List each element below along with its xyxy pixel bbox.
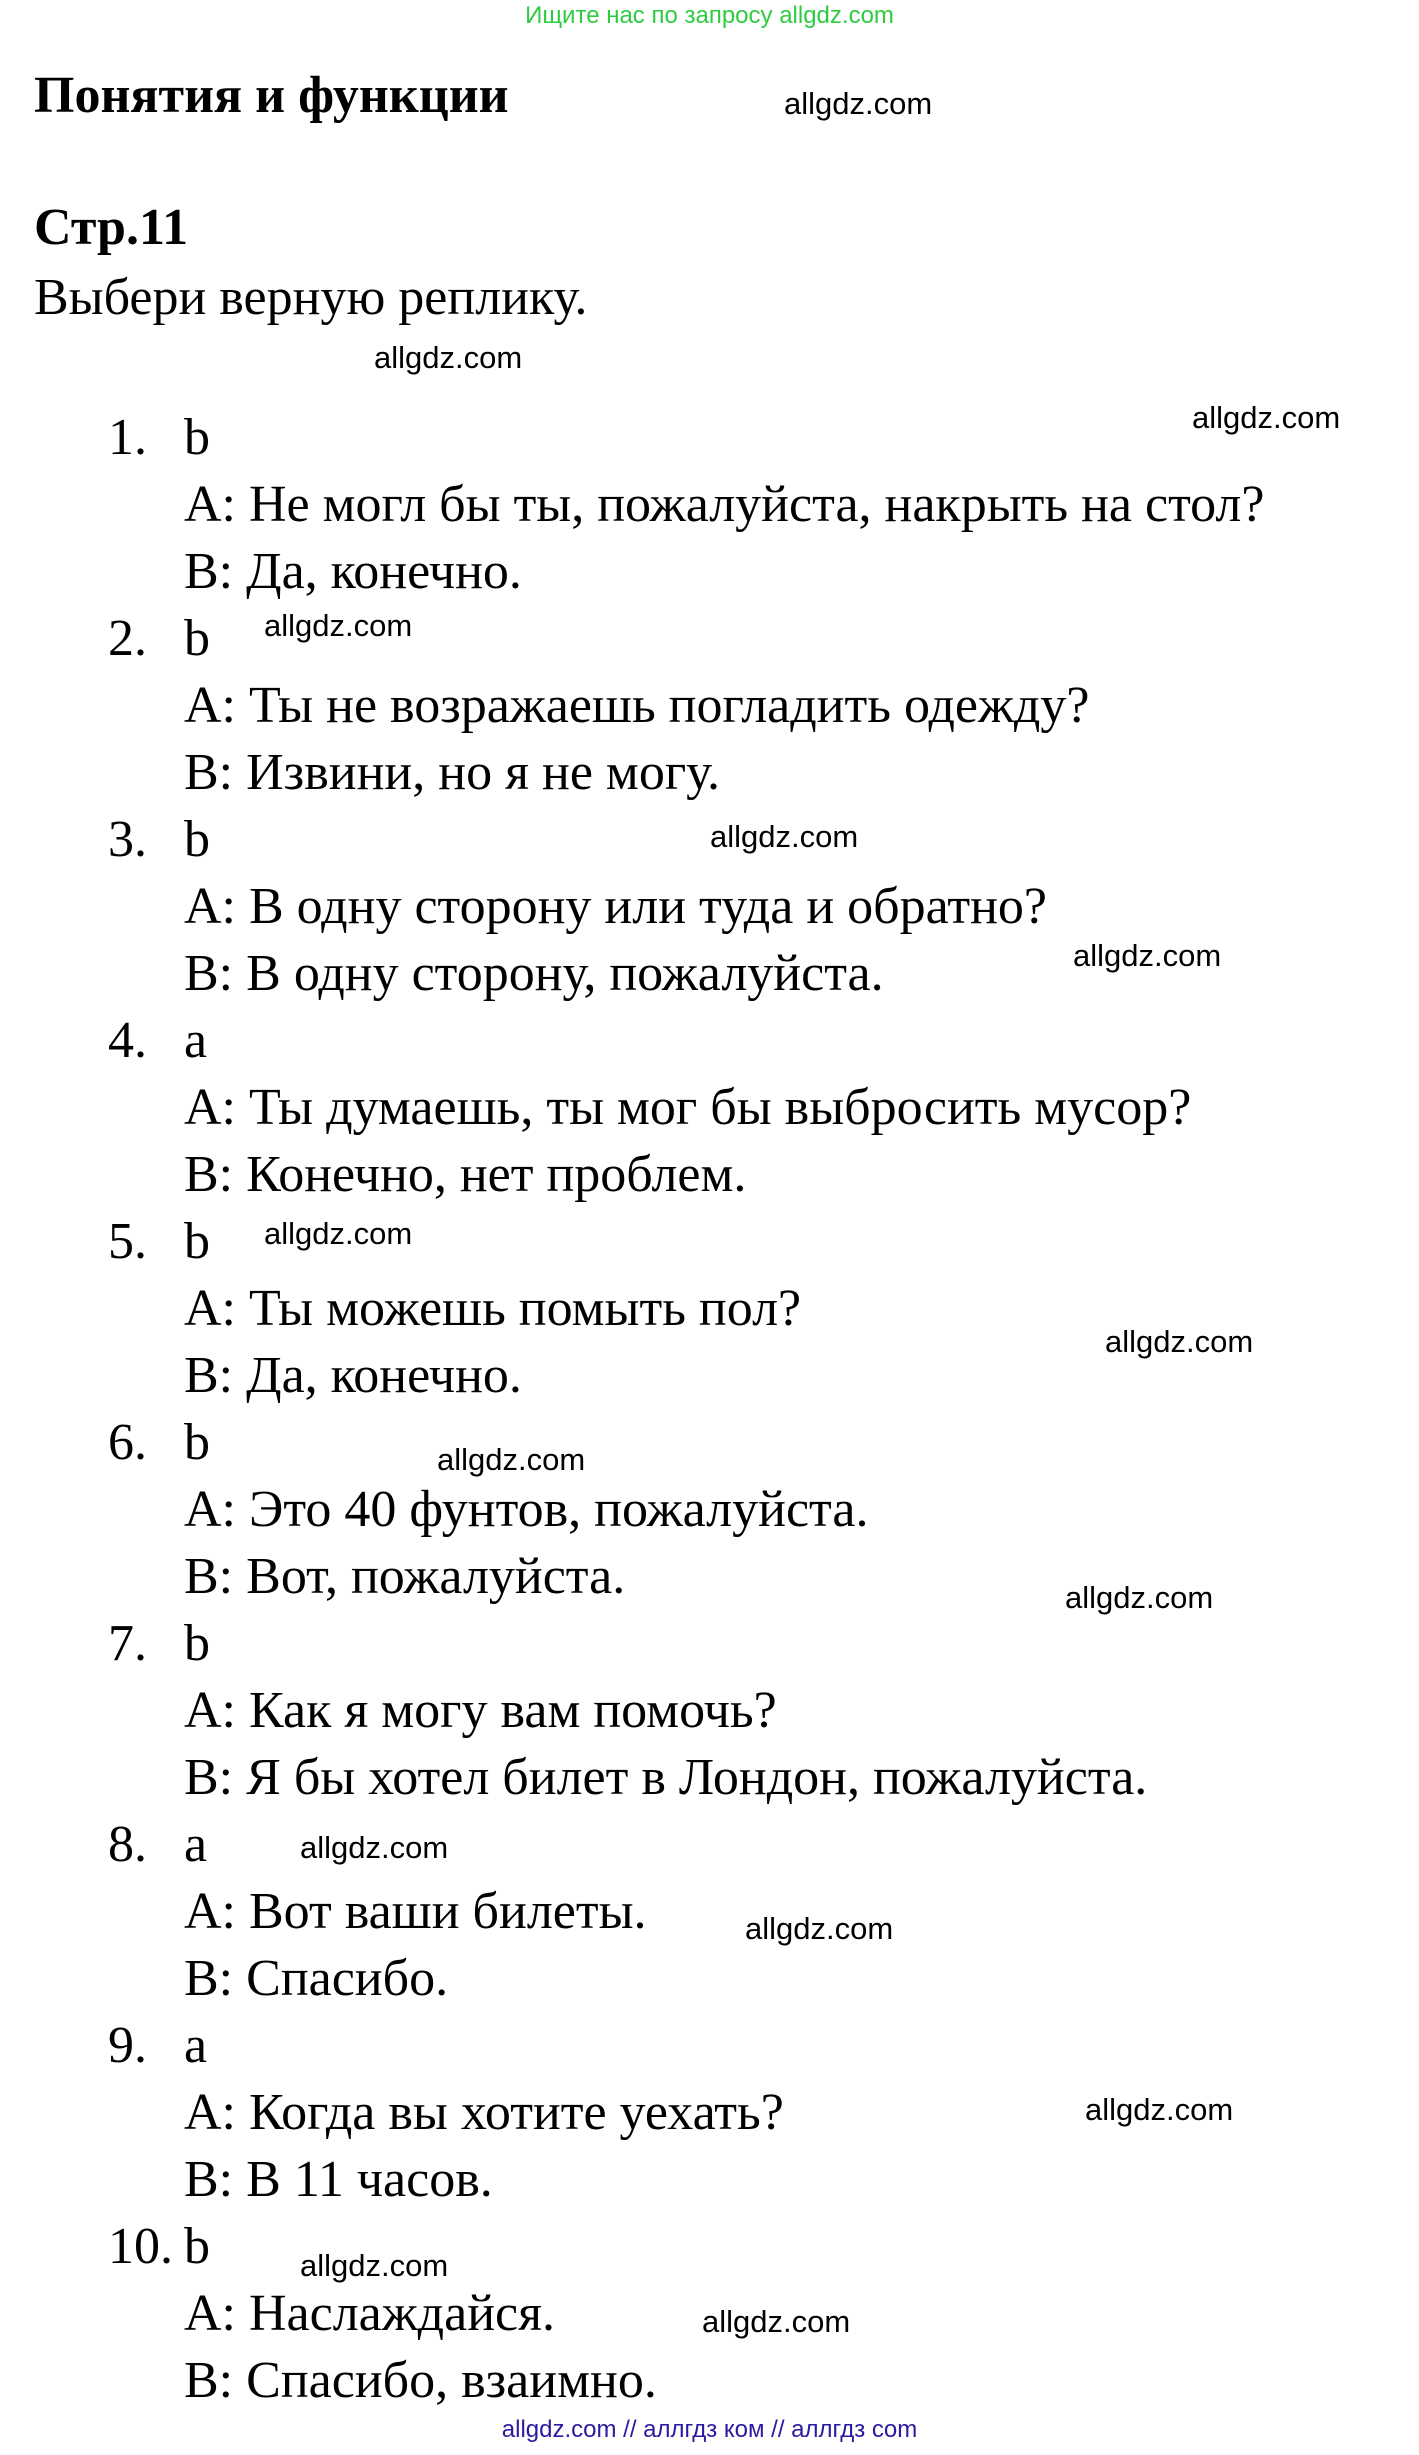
dialogue-line-b: B: Да, конечно. (184, 543, 522, 600)
answer-letter: a (184, 1012, 208, 1069)
answer-number: 3. (108, 811, 147, 868)
dialogue-line-b: B: Вот, пожалуйста. (184, 1548, 626, 1605)
dialogue-line-b: B: В 11 часов. (184, 2151, 493, 2208)
dialogue-line-a: A: Ты не возражаешь погладить одежду? (184, 677, 1090, 734)
answer-item (0, 1811, 1419, 2012)
answer-letter: b (184, 610, 210, 667)
answer-number: 4. (108, 1012, 147, 1069)
dialogue-line-b: B: Конечно, нет проблем. (184, 1146, 747, 1203)
answer-letter: b (184, 409, 210, 466)
watermark-text: allgdz.com (1065, 1580, 1214, 1615)
dialogue-line-a: A: В одну сторону или туда и обратно? (184, 878, 1047, 935)
watermark-text: allgdz.com (264, 608, 413, 643)
dialogue-line-b: B: Спасибо, взаимно. (184, 2352, 657, 2409)
watermark-text: allgdz.com (745, 1911, 894, 1946)
dialogue-line-a: A: Не могл бы ты, пожалуйста, накрыть на стол? (184, 476, 1265, 533)
watermark-text: allgdz.com (702, 2304, 851, 2339)
answer-number: 10. (108, 2218, 173, 2275)
top-banner-link[interactable]: Ищите нас по запросу allgdz.com (525, 2, 894, 29)
dialogue-line-a: A: Это 40 фунтов, пожалуйста. (184, 1481, 869, 1538)
answer-letter: b (184, 2218, 210, 2275)
watermark-text: allgdz.com (437, 1442, 586, 1477)
answer-letter: b (184, 1615, 210, 1672)
dialogue-line-a: A: Когда вы хотите уехать? (184, 2084, 784, 2141)
watermark-text: allgdz.com (1085, 2092, 1234, 2127)
watermark-text: allgdz.com (1105, 1324, 1254, 1359)
page-reference: Стр.11 (34, 199, 189, 256)
answer-letter: b (184, 1213, 210, 1270)
dialogue-line-a: A: Ты думаешь, ты мог бы выбросить мусор? (184, 1079, 1192, 1136)
answer-number: 8. (108, 1816, 147, 1873)
answer-letter: b (184, 1414, 210, 1471)
dialogue-line-a: A: Вот ваши билеты. (184, 1883, 647, 1940)
answer-letter: b (184, 811, 210, 868)
answer-letter: a (184, 1816, 208, 1873)
watermark-text: allgdz.com (710, 819, 859, 854)
exercise-instruction: Выбери верную реплику. (34, 269, 588, 326)
answer-letter: a (184, 2017, 208, 2074)
answer-number: 2. (108, 610, 147, 667)
dialogue-line-b: B: Извини, но я не могу. (184, 744, 720, 801)
watermark-text: allgdz.com (1073, 938, 1222, 973)
answer-number: 5. (108, 1213, 147, 1270)
answer-number: 7. (108, 1615, 147, 1672)
dialogue-line-b: B: В одну сторону, пожалуйста. (184, 945, 884, 1002)
answer-item (0, 1208, 1419, 1409)
watermark-text: allgdz.com (300, 2248, 449, 2283)
dialogue-line-b: B: Я бы хотел билет в Лондон, пожалуйста. (184, 1749, 1148, 1806)
answer-number: 1. (108, 409, 147, 466)
dialogue-line-b: B: Спасибо. (184, 1950, 449, 2007)
answer-item (0, 1007, 1419, 1208)
bottom-banner-link[interactable]: allgdz.com // аллгдз ком // аллгдз com (501, 2416, 918, 2443)
watermark-text: allgdz.com (1192, 400, 1341, 435)
answer-number: 9. (108, 2017, 147, 2074)
answer-item (0, 1610, 1419, 1811)
dialogue-line-a: A: Как я могу вам помочь? (184, 1682, 777, 1739)
watermark-text: allgdz.com (374, 340, 523, 375)
answer-number: 6. (108, 1414, 147, 1471)
watermark-text: allgdz.com (300, 1830, 449, 1865)
dialogue-line-a: A: Наслаждайся. (184, 2285, 556, 2342)
dialogue-line-a: A: Ты можешь помыть пол? (184, 1280, 802, 1337)
watermark-text: allgdz.com (264, 1216, 413, 1251)
answer-item (0, 605, 1419, 806)
page-title: Понятия и функции (34, 67, 509, 124)
dialogue-line-b: B: Да, конечно. (184, 1347, 522, 1404)
watermark-text: allgdz.com (784, 86, 933, 121)
